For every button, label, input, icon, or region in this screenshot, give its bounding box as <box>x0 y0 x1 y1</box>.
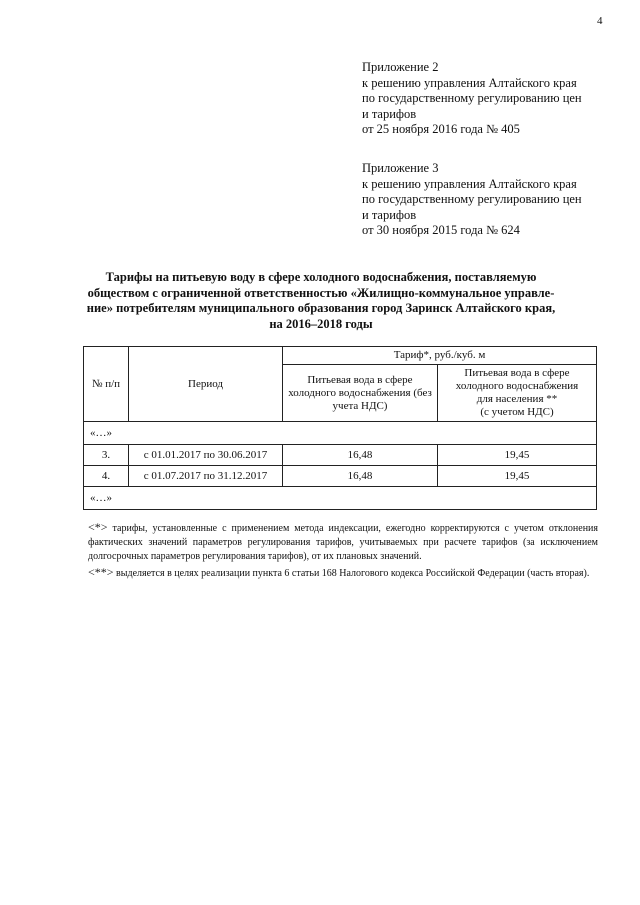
appendix-2-line: к решению управления Алтайского края <box>362 75 577 90</box>
footnote-1-symbol: <*> <box>88 520 108 534</box>
page-number: 4 <box>597 15 603 27</box>
appendix-3-line: по государственному регулированию цен <box>362 192 582 206</box>
title-line: на 2016–2018 годы <box>269 316 373 331</box>
appendix-2-line: и тарифов <box>362 106 417 121</box>
title-line: Тарифы на питьевую воду в сфере холодного водоснабжения, поставляемую <box>105 270 537 284</box>
header-tariff-population-line: Питьевая вода в сфере <box>464 367 570 379</box>
header-tariff-group: Тариф*, руб./куб. м <box>283 347 597 365</box>
ellipsis-row: «…» <box>84 487 597 510</box>
footnote-2 <box>88 565 598 581</box>
ellipsis-row: «…» <box>84 422 597 445</box>
appendix-3-line: от 30 ноября 2015 года № 624 <box>362 223 520 237</box>
appendix-2-line: от 25 ноября 2016 года № 405 <box>362 122 520 136</box>
row-tariff-population: 19,45 <box>438 466 597 487</box>
row-tariff-population: 19,45 <box>438 445 597 466</box>
tariff-table <box>83 346 597 510</box>
header-tariff-population <box>438 365 597 422</box>
appendix-2-line: Приложение 2 <box>362 60 439 74</box>
appendix-3-header <box>362 161 582 239</box>
footnotes <box>88 520 598 582</box>
footnote-2-text: выделяется в целях реализации пункта 6 статьи 168 Налогового кодекса Российской Федерации (часть вторая). <box>116 568 590 579</box>
title-line: ние» потребителям муниципального образования город Заринск Алтайского края, <box>86 301 556 315</box>
footnote-1 <box>88 520 598 564</box>
appendix-2-header <box>362 60 582 138</box>
table-row <box>84 445 597 466</box>
header-tariff-population-line: (с учетом НДС) <box>480 406 554 418</box>
footnote-1-text: тарифы, установленные с применением метода индексации, ежегодно корректируются с учетом отклонения фактических значений параметров регулирования тарифов, учитываемых при расчете тарифов (за исключением долгосрочных параметров регулирования тарифов), от их плановых значений. <box>88 523 598 562</box>
row-num: 4. <box>84 466 129 487</box>
table-row <box>84 466 597 487</box>
appendix-3-line: Приложение 3 <box>362 161 439 175</box>
row-num: 3. <box>84 445 129 466</box>
row-period: с 01.01.2017 по 30.06.2017 <box>129 445 283 466</box>
row-period: с 01.07.2017 по 31.12.2017 <box>129 466 283 487</box>
header-period: Период <box>129 347 283 422</box>
appendix-2-line: по государственному регулированию цен <box>362 91 582 105</box>
appendix-3-line: к решению управления Алтайского края <box>362 176 577 191</box>
appendix-3-line: и тарифов <box>362 207 417 222</box>
row-tariff-no-vat: 16,48 <box>283 466 438 487</box>
header-tariff-no-vat: Питьевая вода в сфере холодного водоснабжения (без учета НДС) <box>283 365 438 422</box>
footnote-2-symbol: <**> <box>88 565 114 579</box>
row-tariff-no-vat: 16,48 <box>283 445 438 466</box>
header-tariff-population-line: для населения ** <box>476 393 558 405</box>
title-line: обществом с ограниченной ответственностью «Жилищно-коммунальное управле- <box>87 285 555 300</box>
header-tariff-population-line: холодного водоснабжения <box>455 380 579 392</box>
document-title <box>85 270 557 332</box>
header-num: № п/п <box>84 347 129 422</box>
